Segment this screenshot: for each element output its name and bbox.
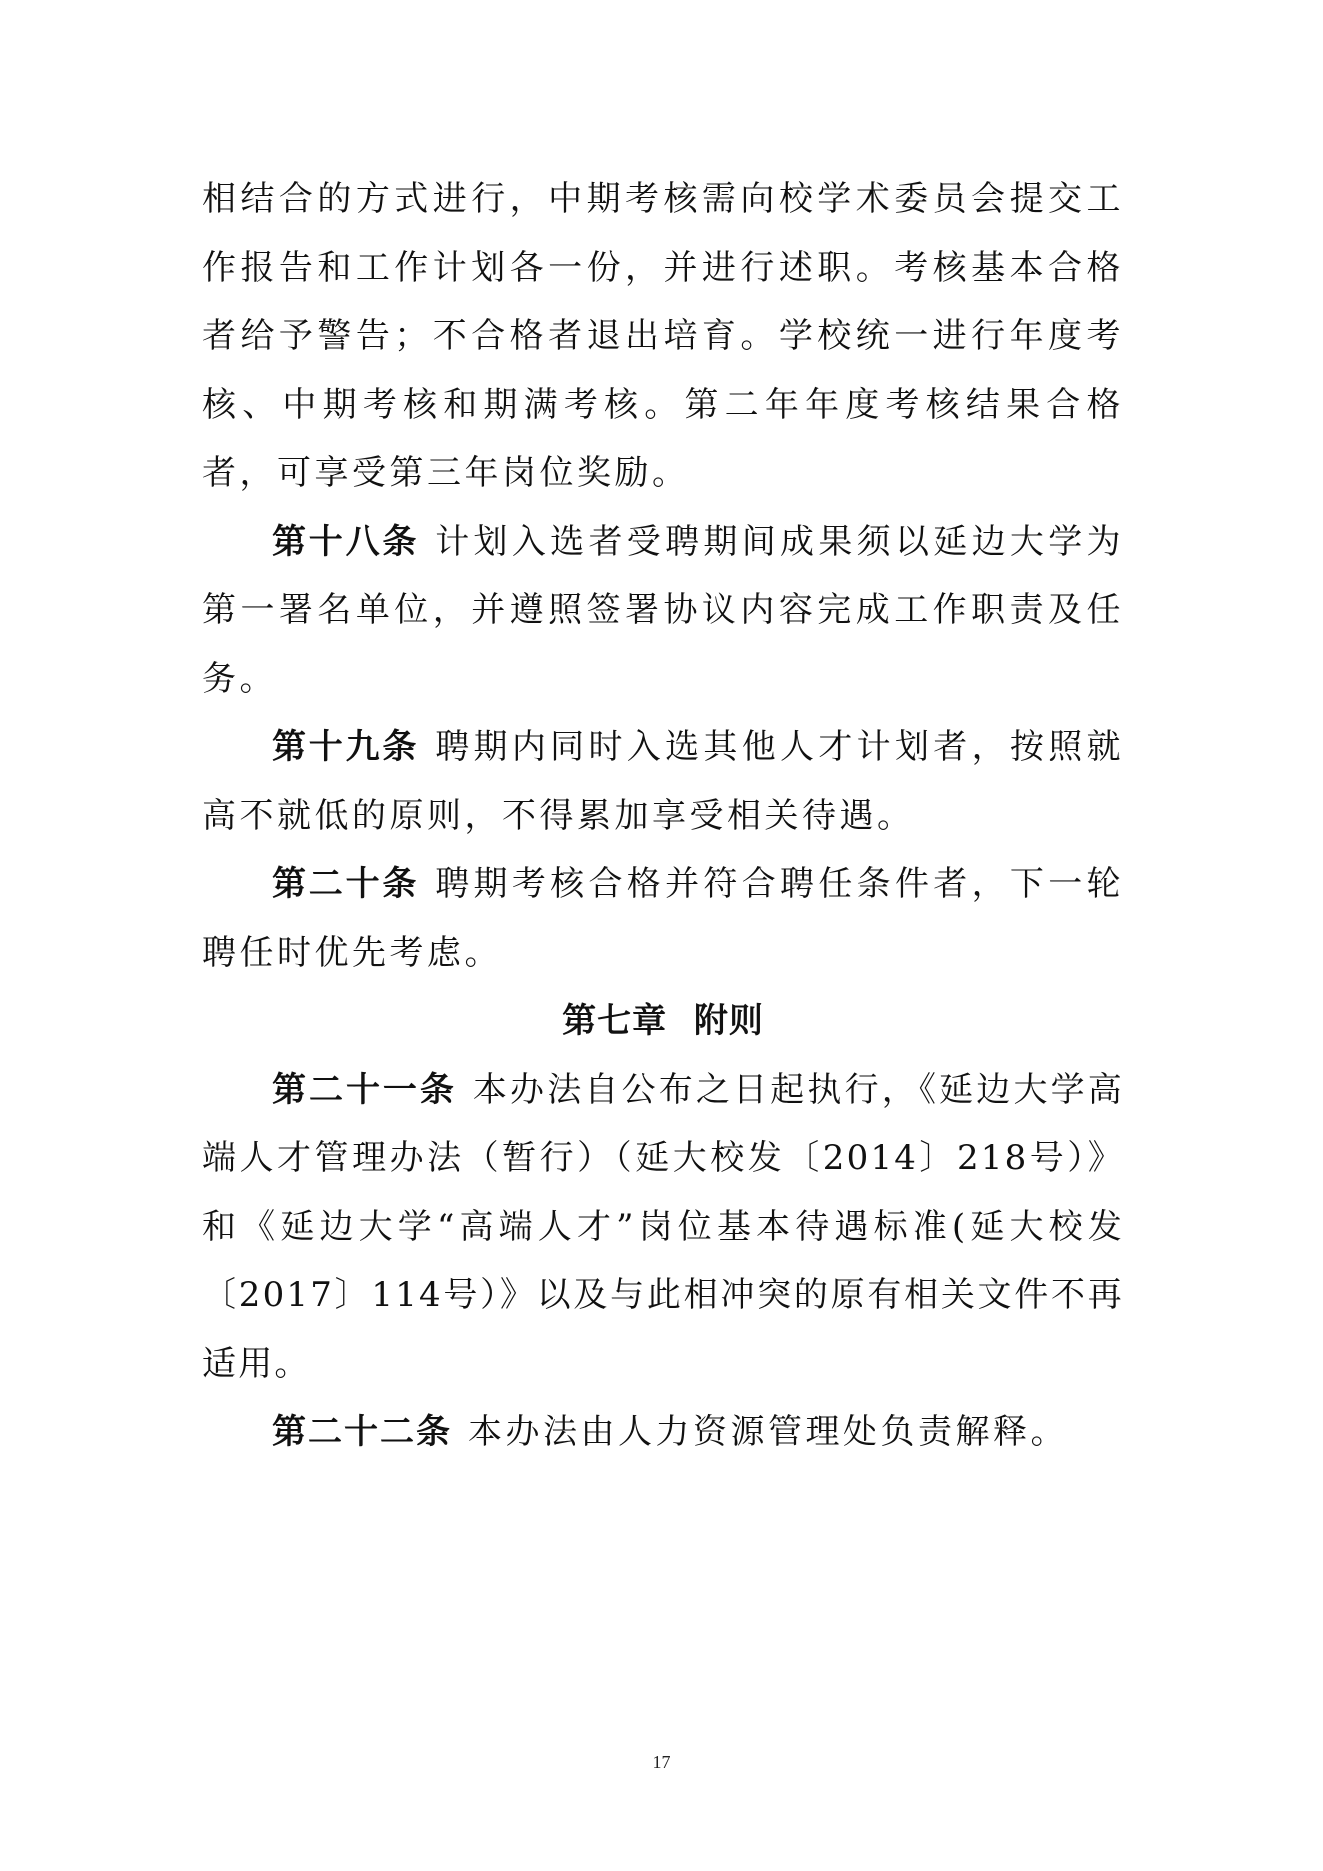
paragraph-text: 相结合的方式进行，中期考核需向校学术委员会提交工作报告和工作计划各一份，并进行述职。考核基本合格者给予警告；不合格者退出培育。学校统一进行年度考核、中期考核和期满考核。第二年年度考核结果合格者，可享受第三年岗位奖励。	[202, 179, 1124, 493]
article-text: 聘期考核合格并符合聘任条件者，下一轮聘任时优先考虑。	[202, 864, 1125, 973]
paragraph-continued	[202, 165, 1124, 508]
chapter-heading: 第七章 附则	[562, 1001, 764, 1041]
article-text: 聘期内同时入选其他人才计划者，按照就高不就低的原则，不得累加享受相关待遇。	[202, 727, 1125, 836]
article-label: 第二十条	[272, 864, 420, 904]
article-19	[202, 713, 1124, 850]
page-number: 17	[652, 1752, 671, 1772]
article-text: 本办法自公布之日起执行，《延边大学高端人才管理办法（暂行）（延大校发〔2014〕218号）》和《延边大学“高端人才”岗位基本待遇标准(延大校发〔2017〕114号）》以及与此相冲突的原有相关文件不再适用。	[202, 1069, 1125, 1384]
article-21	[202, 1056, 1124, 1399]
article-label: 第十八条	[272, 521, 420, 562]
article-20	[202, 850, 1124, 987]
article-label: 第十九条	[272, 727, 420, 767]
document-body	[202, 165, 1124, 1467]
article-text: 计划入选者受聘期间成果须以延边大学为第一署名单位，并遵照签署协议内容完成工作职责及任务。	[202, 521, 1125, 699]
article-text: 本办法由人力资源管理处负责解释。	[468, 1412, 1068, 1452]
article-label: 第二十二条	[272, 1412, 452, 1452]
article-22	[202, 1398, 1124, 1467]
article-18	[202, 508, 1124, 714]
article-label: 第二十一条	[272, 1069, 457, 1110]
